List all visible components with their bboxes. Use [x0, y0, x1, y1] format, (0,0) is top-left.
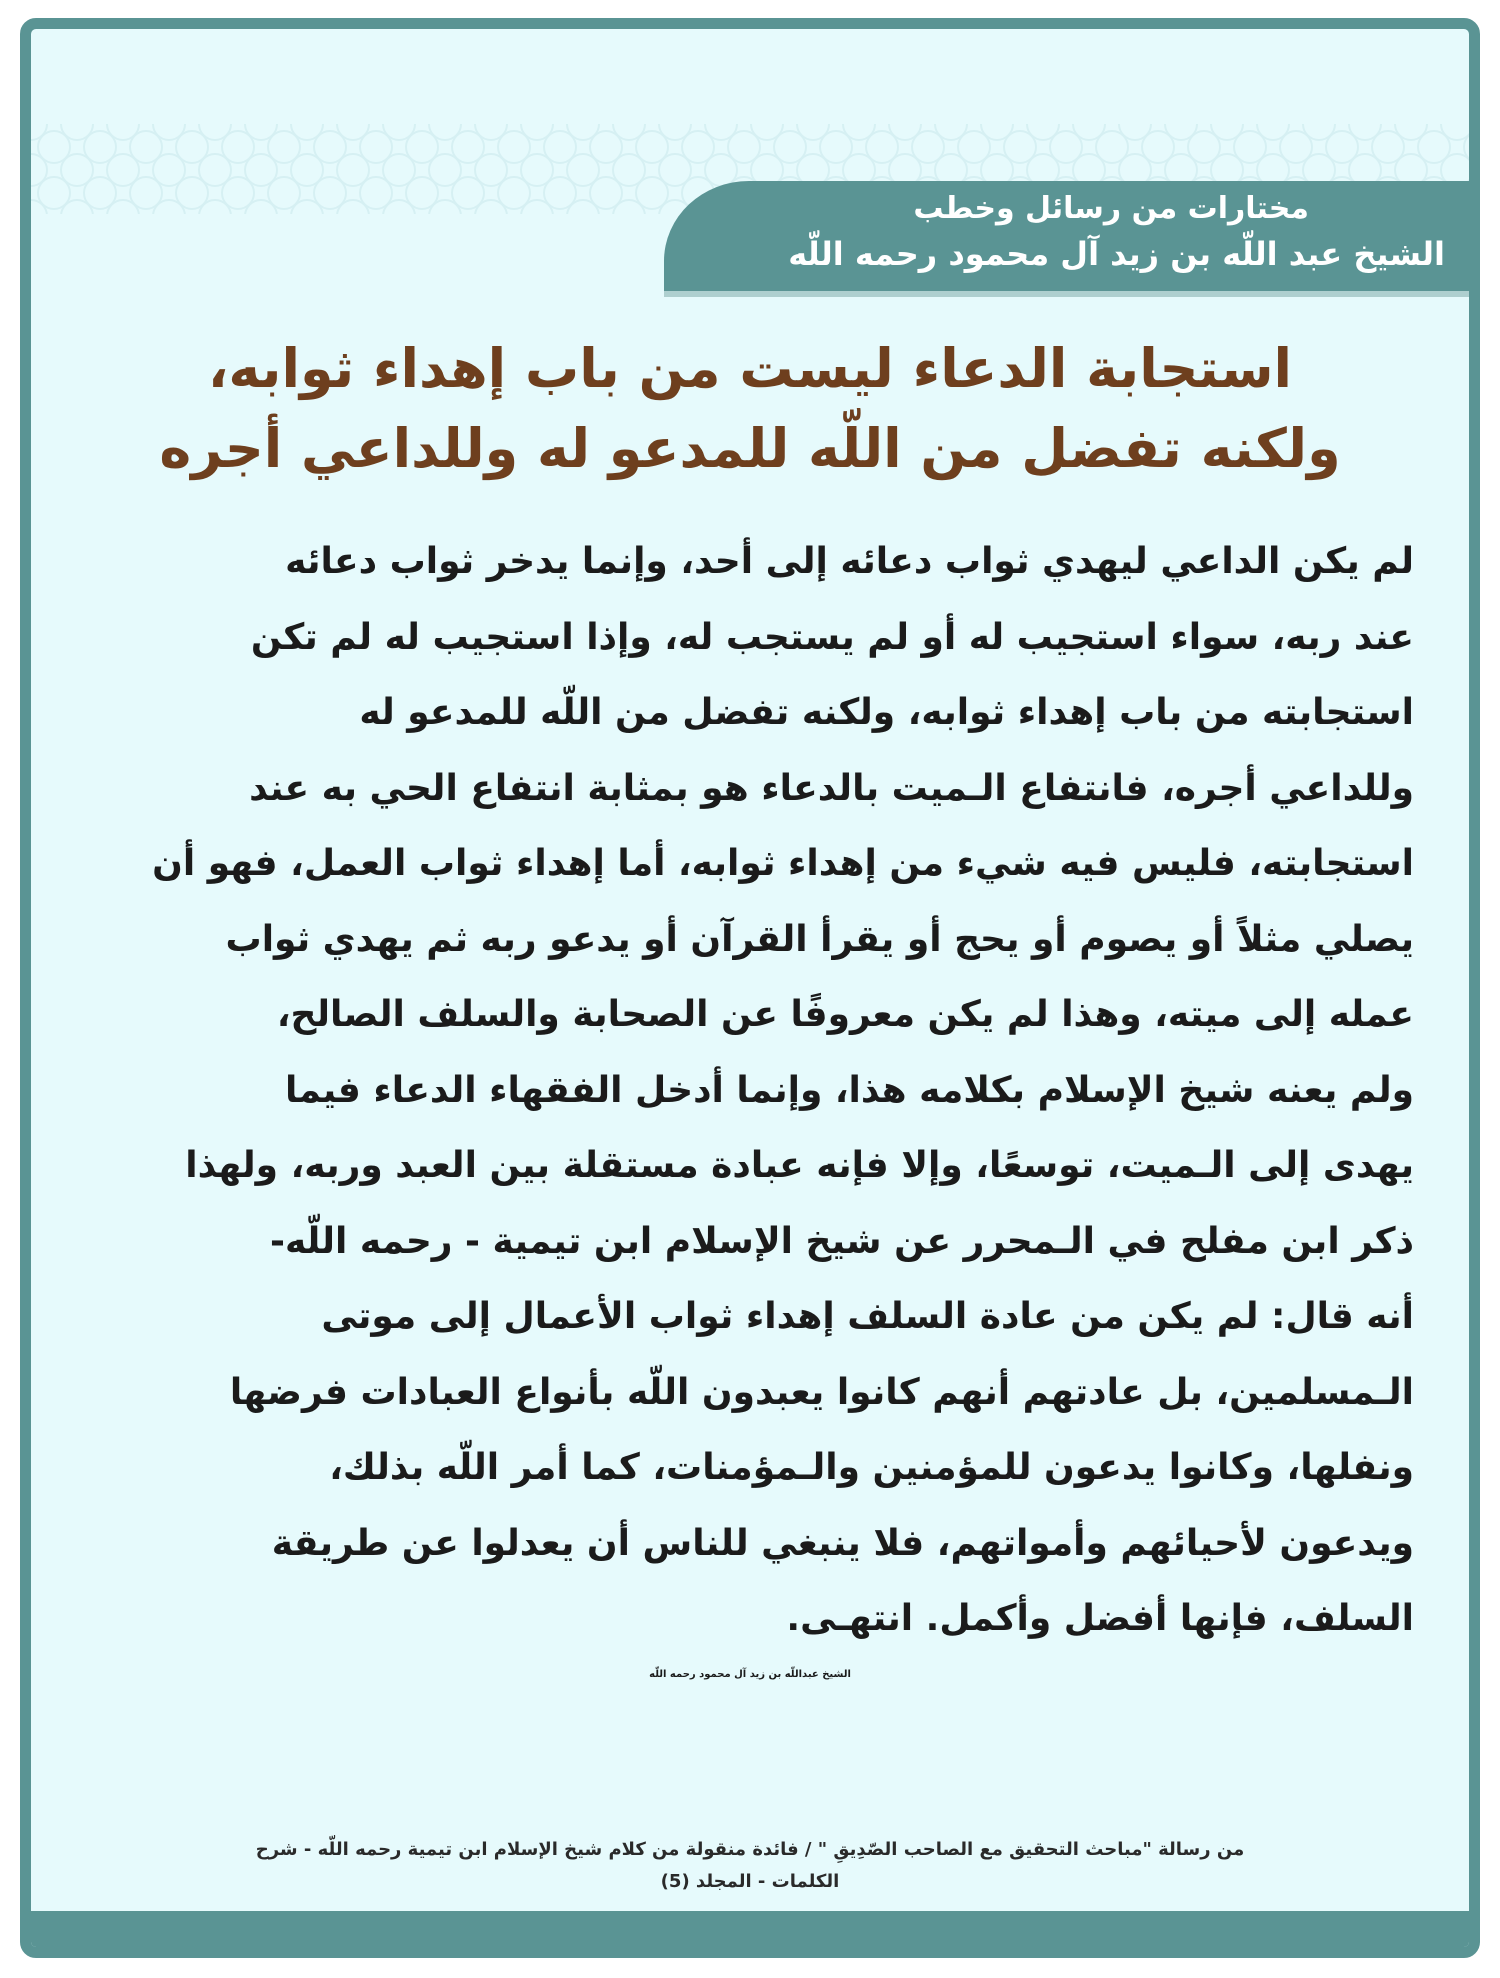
source-line-1: من رسالة "مباحث التحقيق مع الصاحب الصّدِيقِ " / فائدة منقولة من كلام شيخ الإسلام ابن تيمية رحمه اللّه - شرح [255, 1839, 1245, 1860]
article-body [136, 524, 1414, 1657]
body-line: ولم يعنه شيخ الإسلام بكلامه هذا، وإنما أدخل الفقهاء الدعاء فيما [284, 1069, 1414, 1111]
body-line: استجابته، فليس فيه شيء من إهداء ثوابه، أما إهداء ثواب العمل، فهو أن [152, 843, 1414, 884]
series-title: مختارات من رسائل وخطب [913, 191, 1309, 226]
title-line-1: استجابة الدعاء ليست من باب إهداء ثوابه، [207, 337, 1293, 400]
body-line: أنه قال: لم يكن من عادة السلف إهداء ثواب الأعمال إلى موتى [321, 1296, 1414, 1337]
body-line: السلف، فإنها أفضل وأكمل. انتهـى. [786, 1598, 1414, 1639]
page-frame [20, 18, 1480, 1958]
title-line-2: ولكنه تفضل من اللّه للمدعو له وللداعي أجره [159, 417, 1341, 480]
body-line: وللداعي أجره، فانتفاع الـميت بالدعاء هو بمثابة انتفاع الحي به عند [249, 767, 1414, 809]
source-line-2: الكلمات - المجلد (5) [660, 1871, 840, 1892]
body-line: عند ربه، سواء استجيب له أو لم يستجب له، وإذا استجيب له لم تكن [250, 616, 1414, 658]
footer-band [31, 1911, 1469, 1947]
body-line: ويدعون لأحيائهم وأمواتهم، فلا ينبغي للناس أن يعدلوا عن طريقة [271, 1522, 1414, 1564]
body-line: ونفلها، وكانوا يدعون للمؤمنين والـمؤمنات، كما أمر اللّه بذلك، [329, 1447, 1414, 1488]
body-line: يهدى إلى الـميت، توسعًا، وإلا فإنه عبادة مستقلة بين العبد وربه، ولهذا [185, 1145, 1414, 1186]
header-banner [664, 181, 1469, 291]
author-name: الشيخ عبد اللّه بن زيد آل محمود رحمه اللّه [788, 235, 1445, 273]
source-citation [146, 1834, 1354, 1898]
body-line: ذكر ابن مفلح في الـمحرر عن شيخ الإسلام ابن تيمية - رحمه اللّه- [270, 1220, 1414, 1262]
body-line: الـمسلمين، بل عادتهم أنهم كانوا يعبدون اللّه بأنواع العبادات فرضها [229, 1371, 1414, 1413]
body-line: يصلي مثلاً أو يصوم أو يحج أو يقرأ القرآن أو يدعو ربه ثم يهدي ثواب [225, 918, 1414, 960]
article-title [91, 329, 1409, 489]
body-line: لم يكن الداعي ليهدي ثواب دعائه إلى أحد، وإنما يدخر ثواب دعائه [285, 541, 1414, 582]
signature: الشيخ عبداللّه بن زيد آل محمود رحمه اللّه [649, 1669, 851, 1680]
body-line: عمله إلى ميته، وهذا لم يكن معروفًا عن الصحابة والسلف الصالح، [276, 994, 1414, 1035]
body-line: استجابته من باب إهداء ثوابه، ولكنه تفضل من اللّه للمدعو له [359, 692, 1414, 733]
